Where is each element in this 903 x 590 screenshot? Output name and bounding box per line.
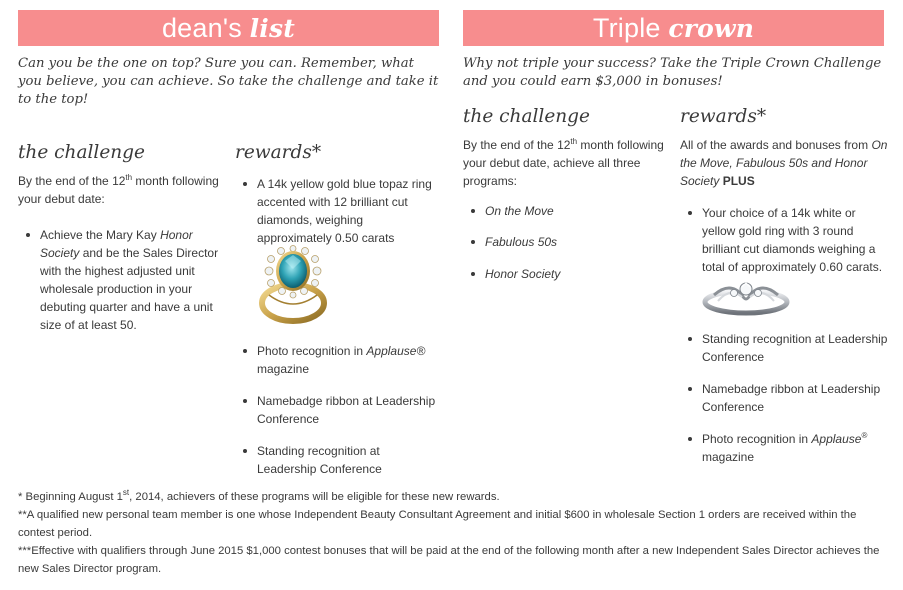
footnotes xyxy=(18,488,888,578)
rewards-list xyxy=(680,204,888,276)
challenge-heading: the challenge xyxy=(463,106,590,127)
rewards-list xyxy=(235,175,440,247)
deans-list-intro: Can you be the one on top? Sure you can. Remember, what you believe, you can achieve. So take the challenge and take it to the top! xyxy=(18,56,439,107)
banner-emphasis-text: crown xyxy=(668,14,755,43)
banner-plain-text: dean's xyxy=(161,13,250,43)
list-item: On the Move xyxy=(463,202,671,220)
list-item: Standing recognition at Leadership Conference xyxy=(680,330,888,366)
challenge-description: By the end of the 12th month following your debut date: xyxy=(18,173,219,206)
list-item: Photo recognition in Applause® magazine xyxy=(680,430,888,466)
footnote-3: ***Effective with qualifiers through June 2015 $1,000 contest bonuses that will be paid at the end of the following month after a new Independent Sales Director achieves the new Sales Director program. xyxy=(18,545,880,575)
list-item: Fabulous 50s xyxy=(463,233,671,251)
triple-crown-section xyxy=(463,10,884,91)
list-item: Achieve the Mary Kay Honor Society and be the Sales Director with the highest adjusted unit wholesale production in your debuting quarter and have a unit size of at least 50. xyxy=(18,226,223,334)
list-item: Namebadge ribbon at Leadership Conference xyxy=(680,380,888,416)
list-item: Namebadge ribbon at Leadership Conference xyxy=(235,392,440,428)
diamond-ring-icon xyxy=(700,277,792,317)
deans-list-challenge xyxy=(18,141,223,334)
challenge-description: By the end of the 12th month following your debut date, achieve all three programs: xyxy=(463,137,664,188)
blue-topaz-ring-icon xyxy=(257,245,329,327)
list-item: Your choice of a 14k white or yellow gold ring with 3 round brilliant cut diamonds weighing a total of approximately 0.60 carats. xyxy=(680,204,888,276)
banner-emphasis-text: list xyxy=(249,14,296,43)
footnote-2: **A qualified new personal team member is one whose Independent Beauty Consultant Agreement and initial $600 in wholesale Section 1 orders are received within the contest period. xyxy=(18,509,857,539)
list-item: Standing recognition at Leadership Conference xyxy=(235,442,440,478)
rewards-list-continued xyxy=(235,342,440,478)
triple-crown-challenge xyxy=(463,105,671,283)
rewards-heading: rewards* xyxy=(235,142,322,163)
rewards-description: All of the awards and bonuses from On the Move, Fabulous 50s and Honor Society PLUS xyxy=(680,138,888,188)
triple-crown-banner xyxy=(463,10,884,46)
challenge-list xyxy=(18,226,223,334)
triple-crown-intro: Why not triple your success? Take the Triple Crown Challenge and you could earn $3,000 in bonuses! xyxy=(463,56,882,89)
rewards-heading: rewards* xyxy=(680,106,767,127)
list-item: A 14k yellow gold blue topaz ring accented with 12 brilliant cut diamonds, weighing approximately 0.50 carats xyxy=(235,175,440,247)
deans-list-rewards xyxy=(235,141,440,476)
programs-list xyxy=(463,202,671,283)
rewards-list-continued xyxy=(680,330,888,466)
deans-list-banner xyxy=(18,10,439,46)
banner-plain-text: Triple xyxy=(592,13,669,43)
challenge-heading: the challenge xyxy=(18,142,145,163)
footnote-1: * Beginning August 1st, 2014, achievers of these programs will be eligible for these new rewards. xyxy=(18,488,500,503)
triple-crown-rewards xyxy=(680,105,888,464)
deans-list-section xyxy=(18,10,439,109)
list-item: Honor Society xyxy=(463,265,671,283)
list-item: Photo recognition in Applause® magazine xyxy=(235,342,440,378)
